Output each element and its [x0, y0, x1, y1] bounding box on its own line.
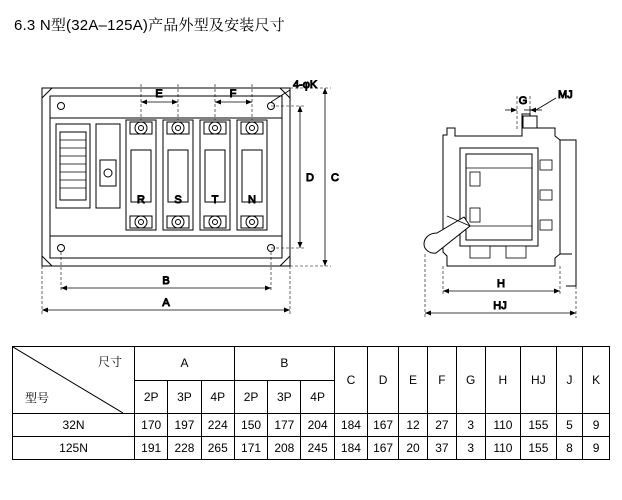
- drawing-svg: [0, 40, 622, 330]
- cell: 204: [301, 414, 334, 437]
- dim-label-HJ: HJ: [493, 300, 507, 312]
- subheader-B-3P: 3P: [268, 380, 301, 414]
- cell: 110: [485, 414, 521, 437]
- dim-label-E: E: [155, 88, 163, 100]
- dim-label-MJ: MJ: [558, 89, 573, 101]
- pole-label-S: S: [174, 194, 182, 206]
- subheader-A-2P: 2P: [135, 380, 168, 414]
- product-dimension-drawings: [0, 40, 622, 330]
- cell: 177: [268, 414, 301, 437]
- cell: 8: [556, 437, 583, 460]
- header-E: E: [399, 347, 428, 414]
- header-G: G: [456, 347, 485, 414]
- cell: 9: [583, 437, 610, 460]
- hole-note-label: 4-φK: [293, 79, 318, 91]
- dim-label-D: D: [306, 172, 314, 184]
- subheader-B-4P: 4P: [301, 380, 334, 414]
- row-model-32N: 32N: [13, 414, 135, 437]
- header-K: K: [583, 347, 610, 414]
- header-J: J: [556, 347, 583, 414]
- group-header-A: A: [135, 347, 235, 381]
- cell: 3: [456, 414, 485, 437]
- dim-label-B: B: [162, 275, 170, 287]
- cell: 3: [456, 437, 485, 460]
- cell: 12: [399, 414, 428, 437]
- cell: 9: [583, 414, 610, 437]
- pole-label-N: N: [248, 194, 256, 206]
- cell: 155: [521, 414, 557, 437]
- cell: 184: [334, 437, 367, 460]
- dim-label-G: G: [518, 95, 528, 107]
- dimension-table-wrapper: [12, 346, 610, 460]
- cell: 197: [168, 414, 201, 437]
- cell: 167: [368, 437, 399, 460]
- row-model-125N: 125N: [13, 437, 135, 460]
- cell: 37: [427, 437, 456, 460]
- subheader-A-3P: 3P: [168, 380, 201, 414]
- dim-label-H: H: [497, 278, 505, 290]
- cell: 5: [556, 414, 583, 437]
- corner-label-dimension: 尺寸: [98, 355, 123, 369]
- header-H: H: [485, 347, 521, 414]
- cell: 191: [135, 437, 168, 460]
- cell: 228: [168, 437, 201, 460]
- cell: 155: [521, 437, 557, 460]
- page-title: 6.3 N型(32A–125A)产品外型及安装尺寸: [14, 17, 285, 34]
- dim-label-C: C: [331, 172, 339, 184]
- header-C: C: [334, 347, 367, 414]
- dim-label-A: A: [162, 297, 170, 309]
- cell: 171: [234, 437, 267, 460]
- cell: 265: [201, 437, 234, 460]
- pole-label-R: R: [137, 194, 145, 206]
- dim-label-F: F: [229, 88, 237, 100]
- header-F: F: [427, 347, 456, 414]
- cell: 167: [368, 414, 399, 437]
- table-corner-cell: [13, 347, 135, 414]
- group-header-B: B: [234, 347, 334, 381]
- cell: 27: [427, 414, 456, 437]
- cell: 245: [301, 437, 334, 460]
- cell: 184: [334, 414, 367, 437]
- header-D: D: [368, 347, 399, 414]
- subheader-B-2P: 2P: [234, 380, 267, 414]
- table-row: [13, 414, 610, 437]
- cell: 208: [268, 437, 301, 460]
- pole-label-T: T: [211, 194, 219, 206]
- table-row: [13, 437, 610, 460]
- cell: 224: [201, 414, 234, 437]
- cell: 170: [135, 414, 168, 437]
- dimension-table: [12, 346, 610, 460]
- subheader-A-4P: 4P: [201, 380, 234, 414]
- table-header-row-1: [13, 347, 610, 381]
- cell: 20: [399, 437, 428, 460]
- cell: 150: [234, 414, 267, 437]
- header-HJ: HJ: [521, 347, 557, 414]
- cell: 110: [485, 437, 521, 460]
- corner-label-model: 型号: [25, 391, 50, 405]
